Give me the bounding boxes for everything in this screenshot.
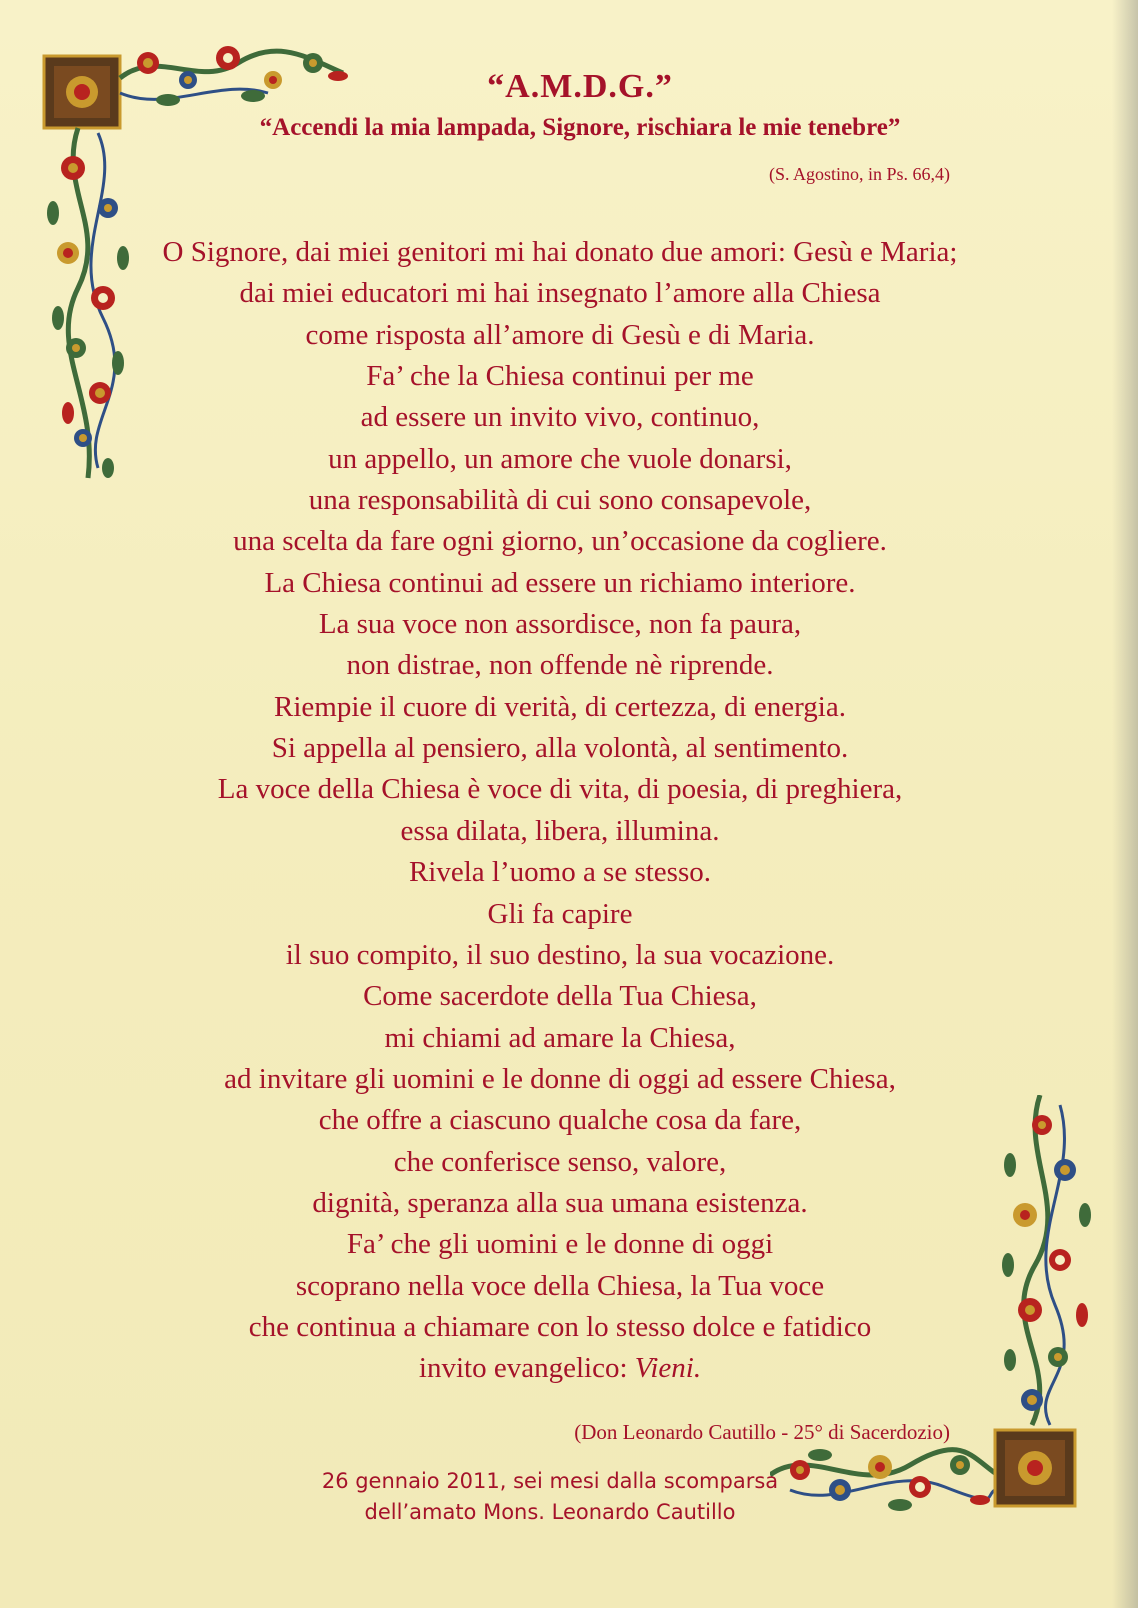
scan-edge-shadow bbox=[1112, 0, 1138, 1608]
prayer-line: O Signore, dai miei genitori mi hai donato due amori: Gesù e Maria; bbox=[162, 236, 958, 268]
prayer-line: mi chiami ad amare la Chiesa, bbox=[384, 1021, 736, 1054]
prayer-line: non distrae, non offende nè riprende. bbox=[346, 649, 774, 682]
page-title: “A.M.D.G.” bbox=[487, 68, 673, 105]
prayer-line: che offre a ciascuno qualche cosa da fare, bbox=[318, 1104, 802, 1137]
prayer-line: ad invitare gli uomini e le donne di oggi ad essere Chiesa, bbox=[224, 1062, 896, 1095]
prayer-line: un appello, un amore che vuole donarsi, bbox=[328, 442, 792, 475]
prayer-line: Rivela l’uomo a se stesso. bbox=[408, 856, 712, 889]
prayer-line: essa dilata, libera, illumina. bbox=[400, 814, 720, 847]
prayer-text bbox=[120, 232, 1000, 1390]
prayer-line: che conferisce senso, valore, bbox=[393, 1145, 727, 1178]
prayer-last-line-text: invito evangelico: bbox=[418, 1352, 635, 1385]
prayer-line: una responsabilità di cui sono consapevole, bbox=[308, 484, 812, 517]
prayer-line: Fa’ che gli uomini e le donne di oggi bbox=[346, 1228, 774, 1261]
memorial-line-name: dell’amato Mons. Leonardo Cautillo bbox=[364, 1500, 736, 1524]
prayer-line: La voce della Chiesa è voce di vita, di poesia, di preghiera, bbox=[217, 773, 903, 806]
prayer-line: dai miei educatori mi hai insegnato l’amore alla Chiesa bbox=[239, 277, 881, 310]
prayer-line: La sua voce non assordisce, non fa paura, bbox=[318, 608, 802, 641]
prayer-line: dignità, speranza alla sua umana esistenza. bbox=[312, 1186, 808, 1219]
prayer-last-line bbox=[120, 1348, 1000, 1389]
prayer-line: ad essere un invito vivo, continuo, bbox=[360, 401, 760, 434]
prayer-line: scoprano nella voce della Chiesa, la Tua voce bbox=[295, 1269, 825, 1302]
author-signature: (Don Leonardo Cautillo - 25° di Sacerdozio) bbox=[574, 1420, 950, 1444]
prayer-line: La Chiesa continui ad essere un richiamo interiore. bbox=[264, 566, 856, 599]
prayer-line: il suo compito, il suo destino, la sua vocazione. bbox=[285, 938, 835, 971]
prayer-line: Riempie il cuore di verità, di certezza, di energia. bbox=[274, 690, 846, 723]
prayer-line: che continua a chiamare con lo stesso dolce e fatidico bbox=[248, 1310, 872, 1343]
prayer-line: Si appella al pensiero, alla volontà, al sentimento. bbox=[271, 732, 849, 765]
memorial-line-date: 26 gennaio 2011, sei mesi dalla scomparsa bbox=[321, 1469, 779, 1493]
prayer-line: Come sacerdote della Tua Chiesa, bbox=[363, 980, 757, 1013]
epigraph-citation: (S. Agostino, in Ps. 66,4) bbox=[768, 164, 950, 184]
prayer-line: Fa’ che la Chiesa continui per me bbox=[366, 360, 754, 393]
prayer-line: una scelta da fare ogni giorno, un’occasione da cogliere. bbox=[233, 525, 887, 558]
prayer-line: come risposta all’amore di Gesù e di Maria. bbox=[305, 318, 815, 351]
prayer-line: Gli fa capire bbox=[487, 897, 633, 930]
epigraph-quote: “Accendi la mia lampada, Signore, rischiara le mie tenebre” bbox=[259, 114, 901, 141]
prayer-vieni-emphasis: Vieni. bbox=[634, 1352, 702, 1385]
memorial-footer bbox=[250, 1466, 850, 1528]
